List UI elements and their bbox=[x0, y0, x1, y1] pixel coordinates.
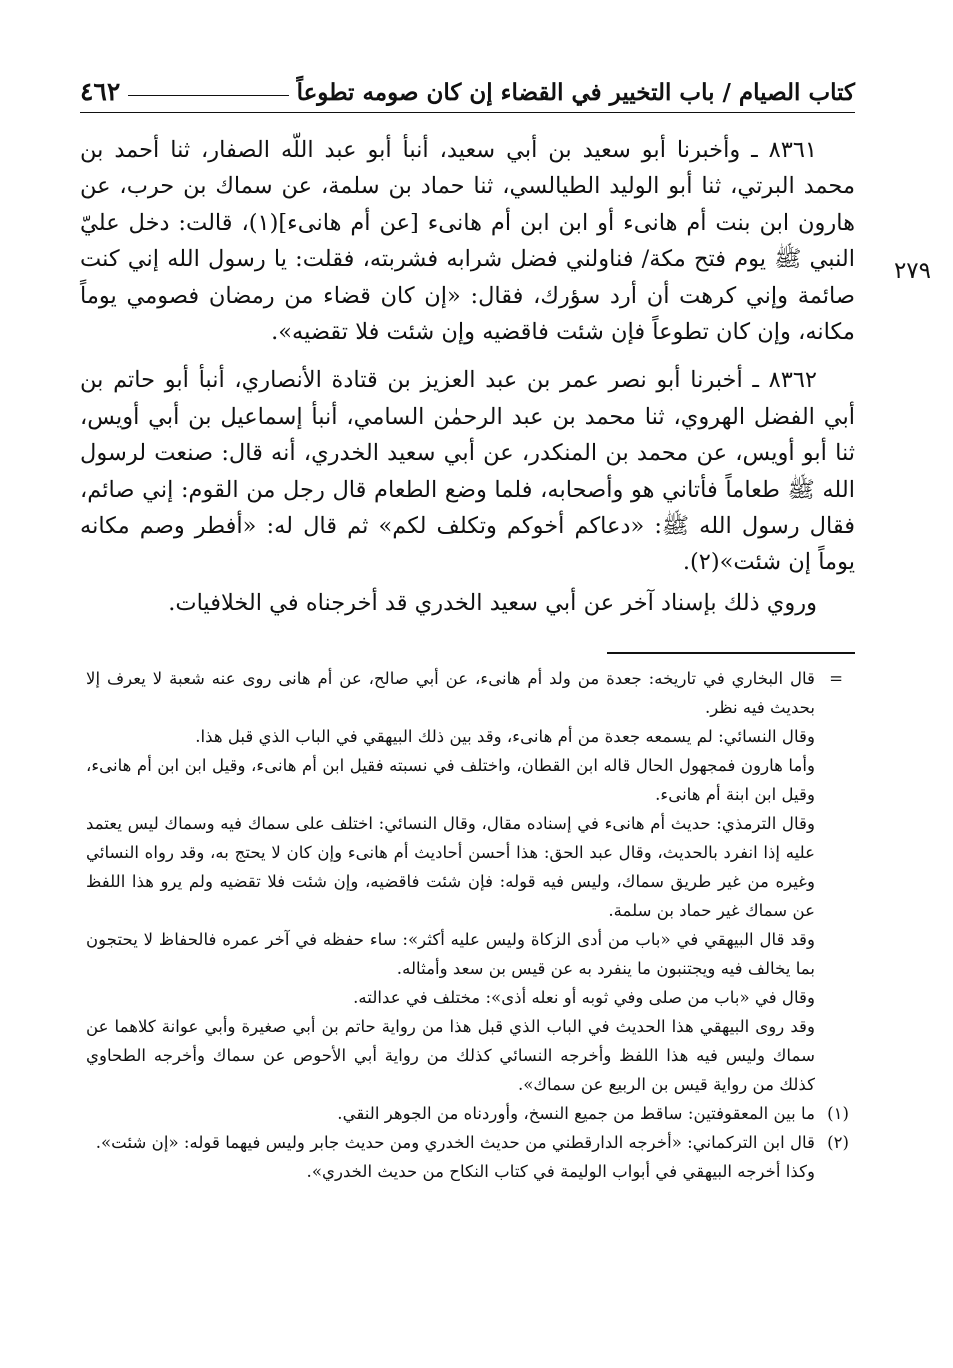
footnote-paragraph: وقد قال البيهقي في «باب من أدى الزكاة وليس عليه أكثر»: ساء حفظه في آخر عمره فالحفاظ لا يحتجون بما يخالف فيه ويجتنبون ما ينفرد به عن قيس بن سعد وأمثاله. bbox=[86, 930, 815, 978]
margin-page-reference: ٢٧٩ bbox=[893, 258, 931, 284]
footnote-text: ما بين المعقوفتين: ساقط من جميع النسخ، وأوردناه من الجوهر النقي. bbox=[337, 1104, 815, 1123]
footnote-number: (٢) bbox=[827, 1133, 849, 1152]
hadith-8361: ٨٣٦١ ـ وأخبرنا أبو سعيد بن أبي سعيد، أنبأ أبو عبد اللّه الصفار، ثنا أحمد بن محمد البرتي، ثنا أبو الوليد الطيالسي، ثنا حماد بن سلمة، عن سماك بن حرب، عن هارون ابن بنت أم هانىء أو ابن ابن أم هانىء [عن أم هانىء](١)، قالت: دخل عليّ النبي ﷺ يوم فتح مكة/ فناولني فضل شرابه فشربته، فقلت: يا رسول الله إني كنت صائمة وإني كرهت أن أرد سؤرك، فقال: «إن كان قضاء من رمضان فصومي يوماً مكانه، وإن كان تطوعاً فإن شئت فاقضيه وإن شئت فلا تقضيه». bbox=[80, 137, 855, 346]
footnote-separator bbox=[607, 652, 855, 654]
continuation-marker: = bbox=[829, 669, 843, 688]
footnotes bbox=[86, 664, 849, 1186]
footnote-paragraph: وكذا أخرجه البيهقي في أبواب الوليمة في كتاب النكاح من حديث الخدري». bbox=[306, 1162, 815, 1181]
footnote-paragraph: وقال الترمذي: حديث أم هانىء في إسناده مقال، وقال النسائي: اختلف على سماك فيه وسماك ليس يعتمد عليه إذا انفرد بالحديث، وقال عبد الحق: هذا أحسن أحاديث أم هانىء وإن كان لا يحتج به، وقد رواه النسائي وغيره من غير طريق سماك، وليس فيه قوله: فإن شئت فاقضيه، وإن شئت فلا تقضيه ولم يرو هذا اللفظ عن سماك غير حماد بن سلمة. bbox=[86, 814, 815, 920]
running-title: كتاب الصيام / باب التخيير في القضاء إن كان صومه تطوعاً bbox=[296, 79, 855, 106]
header-rule bbox=[128, 95, 288, 96]
footnote-paragraph: وأما هارون فمجهول الحال قاله ابن القطان، واختلف في نسبته فقيل ابن أم هانىء، وقيل ابن ابن أم هانىء، وقيل ابن ابنة أم هانىء. bbox=[86, 756, 815, 804]
footnote-paragraph: وقال النسائي: لم يسمعه جعدة من أم هانىء، وقد بين ذلك البيهقي في الباب الذي قبل هذا. bbox=[195, 727, 815, 746]
footnote-2 bbox=[86, 1128, 849, 1157]
page-header bbox=[80, 70, 855, 113]
footnote-paragraph: = قال البخاري في تاريخه: جعدة من ولد أم هانىء، عن أبي صالح، عن أم هانى روى عنه شعبة لا يعرف إلا بحديث فيه نظر. bbox=[86, 664, 849, 722]
footnote-text: قال ابن التركماني: «أخرجه الدارقطني من حديث الخدري ومن حديث جابر وليس فيهما قوله: «إن شئت». bbox=[95, 1133, 815, 1152]
footnote-1 bbox=[86, 1099, 849, 1128]
closing-remark: وروي ذلك بإسناد آخر عن أبي سعيد الخدري قد أخرجناه في الخلافيات. bbox=[168, 589, 817, 616]
footnote-paragraph: وقال في «باب من صلى وفي ثوبه أو نعله أذى»: مختلف في عدالته. bbox=[353, 988, 815, 1007]
hadith-8362: ٨٣٦٢ ـ أخبرنا أبو نصر عمر بن عبد العزيز بن قتادة الأنصاري، أنبأ أبو حاتم بن أبي الفضل الهروي، ثنا محمد بن عبد الرحمٰن السامي، أنبأ إسماعيل بن أبي أويس، ثنا أبو أويس، عن محمد بن المنكدر، عن أبي سعيد الخدري، أنه قال: صنعت لرسول الله ﷺ طعاماً فأتاني هو وأصحابه، فلما وضع الطعام قال رجل من القوم: إني صائم، فقال رسول الله ﷺ: «دعاكم أخوكم وتكلف لكم» ثم قال له: «أفطر وصم مكانه يوماً إن شئت»(٢). bbox=[80, 367, 855, 576]
footnote-paragraph: وقد روى البيهقي هذا الحديث في الباب الذي قبل هذا من رواية حاتم بن أبي صغيرة وأبي عوانة كلاهما عن سماك وليس فيه هذا اللفظ وأخرجه النسائي كذلك من رواية أبي الأحوص عن سماك وأخرجه الطحاوي كذلك من رواية قيس بن الربيع عن سماك». bbox=[86, 1017, 815, 1094]
page-number: ٤٦٢ bbox=[80, 77, 121, 106]
footnote-number: (١) bbox=[827, 1104, 849, 1123]
main-text bbox=[80, 132, 855, 621]
